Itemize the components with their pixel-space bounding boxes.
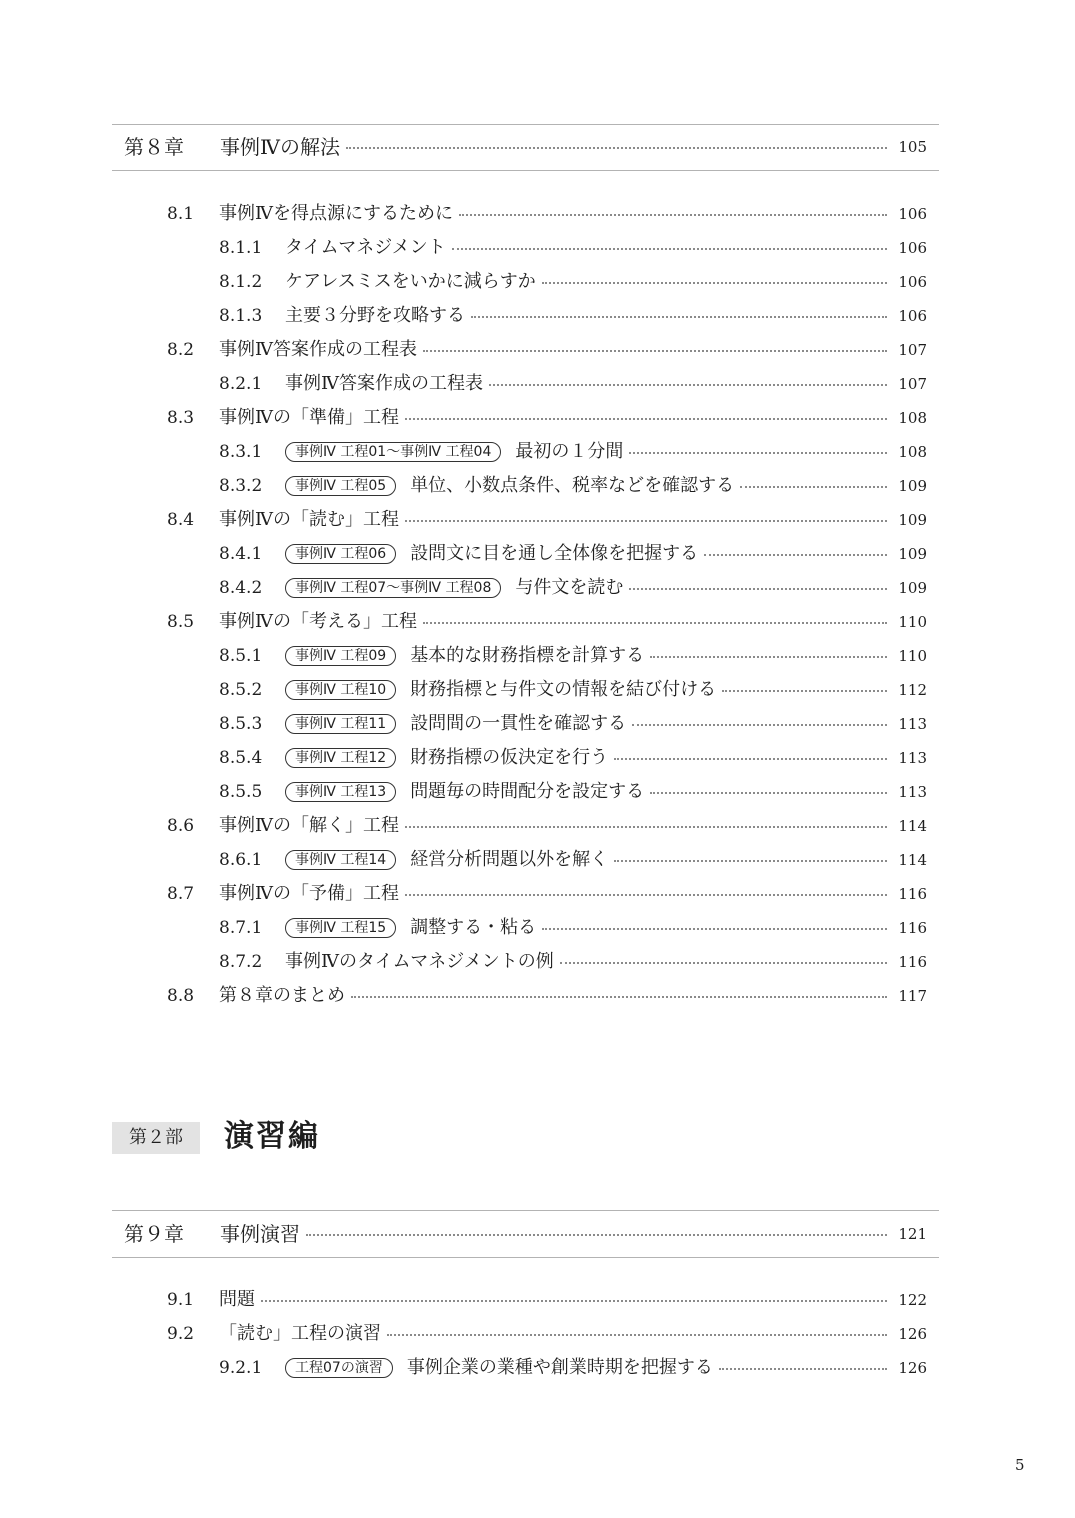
chapter-title: 事例演習 [220, 1222, 300, 1246]
entry-title: 事例Ⅳを得点源にするために [219, 203, 453, 224]
page-number: 121 [898, 1225, 927, 1243]
leader-dots [351, 996, 887, 998]
leader-dots [650, 656, 887, 658]
entry-number: 8.8 [167, 986, 195, 1006]
entry-title: 事例Ⅳの「準備」工程 [219, 407, 399, 428]
entry-text [219, 503, 399, 537]
page-number: 110 [898, 613, 927, 631]
leader-dots [405, 520, 887, 522]
toc-entry-8-5-1[interactable] [0, 639, 1075, 673]
process-badge: 事例Ⅳ 工程13 [285, 782, 396, 802]
entry-number: 8.1.2 [219, 272, 263, 292]
chapter-number: 第９章 [124, 1222, 184, 1246]
page-number: 108 [898, 409, 927, 427]
entry-title: 問題毎の時間配分を設定する [410, 781, 645, 802]
entry-title: 事例企業の業種や創業時期を把握する [406, 1357, 713, 1378]
entry-text [219, 979, 345, 1013]
leader-dots [459, 214, 887, 216]
page-number: 110 [898, 647, 927, 665]
leader-dots [423, 622, 887, 624]
toc-entry-9-2[interactable] [0, 1317, 1075, 1351]
toc-chapter-9[interactable] [0, 1217, 1075, 1251]
toc-entry-8-6-1[interactable] [0, 843, 1075, 877]
toc-entry-8-7-1[interactable] [0, 911, 1075, 945]
leader-dots [452, 248, 887, 250]
leader-dots [405, 826, 887, 828]
entry-title: 調整する・粘る [410, 917, 537, 938]
toc-entry-8-7[interactable] [0, 877, 1075, 911]
entry-title: 事例Ⅳの「解く」工程 [219, 815, 399, 836]
entry-text [285, 707, 626, 741]
entry-title: 「読む」工程の演習 [219, 1323, 381, 1344]
entry-number: 8.7.1 [219, 918, 263, 938]
entry-text [285, 231, 446, 265]
entry-text [219, 809, 399, 843]
toc-entry-8-5-5[interactable] [0, 775, 1075, 809]
process-badge: 工程07の演習 [285, 1358, 393, 1378]
leader-dots [261, 1300, 887, 1302]
page-number: 126 [898, 1325, 927, 1343]
leader-dots [719, 1368, 887, 1370]
page-number: 116 [898, 953, 927, 971]
toc-entry-8-7-2[interactable] [0, 945, 1075, 979]
entry-number: 8.7 [167, 884, 195, 904]
divider [112, 1257, 939, 1258]
entry-text [285, 673, 716, 707]
page-number: 109 [898, 511, 927, 529]
leader-dots [740, 486, 887, 488]
entry-number: 8.5.2 [219, 680, 263, 700]
entry-text [285, 469, 734, 503]
leader-dots [346, 147, 887, 149]
entry-number: 9.1 [167, 1290, 195, 1310]
entry-title: 財務指標の仮決定を行う [410, 747, 609, 768]
part-label: 第２部 [112, 1122, 200, 1154]
entry-number: 8.3.2 [219, 476, 263, 496]
process-badge: 事例Ⅳ 工程01～事例Ⅳ 工程04 [285, 442, 501, 462]
page-number: 109 [898, 579, 927, 597]
leader-dots [423, 350, 887, 352]
entry-number: 8.7.2 [219, 952, 263, 972]
entry-text [285, 435, 623, 469]
entry-title: 事例Ⅳの「読む」工程 [219, 509, 399, 530]
entry-number: 8.2.1 [219, 374, 263, 394]
entry-number: 8.3.1 [219, 442, 263, 462]
entry-number: 8.5 [167, 612, 195, 632]
divider [112, 1210, 939, 1211]
entry-text [285, 537, 698, 571]
toc-entry-9-2-1[interactable] [0, 1351, 1075, 1385]
entry-title: 第８章のまとめ [219, 985, 345, 1006]
entry-title: 与件文を読む [515, 577, 624, 598]
toc-entry-8-1[interactable] [0, 197, 1075, 231]
toc-entry-9-1[interactable] [0, 1283, 1075, 1317]
entry-number: 8.1.3 [219, 306, 263, 326]
entry-text [219, 1283, 255, 1317]
entry-title: 事例Ⅳの「考える」工程 [219, 611, 417, 632]
page-number: 114 [898, 851, 927, 869]
entry-text [285, 299, 465, 333]
entry-number: 8.6 [167, 816, 195, 836]
entry-number: 8.4.1 [219, 544, 263, 564]
leader-dots [489, 384, 887, 386]
leader-dots [560, 962, 887, 964]
leader-dots [650, 792, 887, 794]
page-number: 122 [898, 1291, 927, 1309]
divider [112, 124, 939, 125]
leader-dots [542, 928, 887, 930]
entry-number: 8.5.1 [219, 646, 263, 666]
page-number: 105 [898, 138, 927, 156]
entry-text [219, 333, 417, 367]
leader-dots [632, 724, 887, 726]
process-badge: 事例Ⅳ 工程12 [285, 748, 396, 768]
entry-title: ケアレスミスをいかに減らすか [285, 271, 536, 292]
entry-text [219, 197, 453, 231]
toc-entry-8-4[interactable] [0, 503, 1075, 537]
leader-dots [629, 452, 887, 454]
entry-text [285, 1351, 713, 1385]
entry-text [285, 265, 536, 299]
toc-entry-8-4-2[interactable] [0, 571, 1075, 605]
page-number: 113 [898, 783, 927, 801]
process-badge: 事例Ⅳ 工程06 [285, 544, 396, 564]
entry-number: 8.5.5 [219, 782, 263, 802]
toc-entry-8-2-1[interactable] [0, 367, 1075, 401]
toc-entry-8-3-1[interactable] [0, 435, 1075, 469]
entry-title: 主要３分野を攻略する [285, 305, 465, 326]
entry-text [285, 775, 644, 809]
chapter-title: 事例Ⅳの解法 [220, 135, 340, 159]
process-badge: 事例Ⅳ 工程11 [285, 714, 396, 734]
entry-text [219, 401, 399, 435]
toc-entry-8-5-3[interactable] [0, 707, 1075, 741]
toc-entry-8-5[interactable] [0, 605, 1075, 639]
entry-number: 8.1 [167, 204, 195, 224]
process-badge: 事例Ⅳ 工程07～事例Ⅳ 工程08 [285, 578, 501, 598]
toc-entry-8-3-2[interactable] [0, 469, 1075, 503]
page-number: 106 [898, 273, 927, 291]
entry-text [219, 605, 417, 639]
entry-text [219, 1317, 381, 1351]
page-number: 117 [898, 987, 927, 1005]
entry-title: 基本的な財務指標を計算する [410, 645, 645, 666]
process-badge: 事例Ⅳ 工程14 [285, 850, 396, 870]
leader-dots [722, 690, 887, 692]
process-badge: 事例Ⅳ 工程10 [285, 680, 396, 700]
leader-dots [405, 894, 887, 896]
entry-number: 8.4.2 [219, 578, 263, 598]
process-badge: 事例Ⅳ 工程05 [285, 476, 396, 496]
leader-dots [704, 554, 887, 556]
toc-entry-8-1-1[interactable] [0, 231, 1075, 265]
entry-text [219, 877, 399, 911]
entry-number: 8.3 [167, 408, 195, 428]
entry-number: 8.5.3 [219, 714, 263, 734]
process-badge: 事例Ⅳ 工程15 [285, 918, 396, 938]
entry-title: 事例Ⅳ答案作成の工程表 [285, 373, 483, 394]
page-number: 116 [898, 919, 927, 937]
chapter-number: 第８章 [124, 135, 184, 159]
entry-title: 設問文に目を通し全体像を把握する [410, 543, 699, 564]
entry-text [285, 911, 536, 945]
page-number: 112 [898, 681, 927, 699]
entry-title: 問題 [219, 1289, 255, 1310]
toc-entry-8-5-4[interactable] [0, 741, 1075, 775]
leader-dots [471, 316, 887, 318]
page-folio: 5 [1015, 1456, 1025, 1474]
entry-number: 9.2 [167, 1324, 195, 1344]
entry-number: 8.5.4 [219, 748, 263, 768]
leader-dots [542, 282, 887, 284]
entry-title: 単位、小数点条件、税率などを確認する [410, 475, 735, 496]
toc-entry-8-1-3[interactable] [0, 299, 1075, 333]
page-number: 106 [898, 307, 927, 325]
divider [112, 170, 939, 171]
toc-entry-8-4-1[interactable] [0, 537, 1075, 571]
leader-dots [405, 418, 887, 420]
page-number: 126 [898, 1359, 927, 1377]
page-number: 106 [898, 205, 927, 223]
entry-number: 8.6.1 [219, 850, 263, 870]
toc-entry-8-3[interactable] [0, 401, 1075, 435]
process-badge: 事例Ⅳ 工程09 [285, 646, 396, 666]
leader-dots [629, 588, 887, 590]
page-number: 108 [898, 443, 927, 461]
entry-title: 設問間の一貫性を確認する [410, 713, 627, 734]
entry-number: 8.1.1 [219, 238, 263, 258]
entry-title: 最初の１分間 [515, 441, 624, 462]
entry-title: 事例Ⅳのタイムマネジメントの例 [285, 951, 554, 972]
part-title: 演習編 [224, 1119, 320, 1154]
page-number: 113 [898, 715, 927, 733]
toc-entry-8-5-2[interactable] [0, 673, 1075, 707]
entry-number: 8.2 [167, 340, 195, 360]
entry-text [285, 639, 644, 673]
page-number: 107 [898, 341, 927, 359]
page-number: 113 [898, 749, 927, 767]
leader-dots [306, 1234, 887, 1236]
toc-entry-8-6[interactable] [0, 809, 1075, 843]
toc-chapter-8[interactable] [0, 130, 1075, 164]
page-number: 114 [898, 817, 927, 835]
entry-title: 経営分析問題以外を解く [410, 849, 609, 870]
page-number: 109 [898, 477, 927, 495]
entry-number: 9.2.1 [219, 1358, 263, 1378]
entry-text [285, 741, 608, 775]
toc-entry-8-2[interactable] [0, 333, 1075, 367]
toc-entry-8-8[interactable] [0, 979, 1075, 1013]
entry-number: 8.4 [167, 510, 195, 530]
entry-text [285, 843, 608, 877]
page-number: 109 [898, 545, 927, 563]
entry-text [285, 945, 554, 979]
page-number: 116 [898, 885, 927, 903]
leader-dots [614, 860, 887, 862]
entry-title: 事例Ⅳの「予備」工程 [219, 883, 399, 904]
entry-text [285, 571, 623, 605]
page-number: 107 [898, 375, 927, 393]
entry-title: 財務指標と与件文の情報を結び付ける [410, 679, 717, 700]
leader-dots [614, 758, 887, 760]
leader-dots [387, 1334, 887, 1336]
entry-title: タイムマネジメント [285, 237, 446, 258]
toc-entry-8-1-2[interactable] [0, 265, 1075, 299]
entry-title: 事例Ⅳ答案作成の工程表 [219, 339, 417, 360]
entry-text [285, 367, 483, 401]
page-number: 106 [898, 239, 927, 257]
